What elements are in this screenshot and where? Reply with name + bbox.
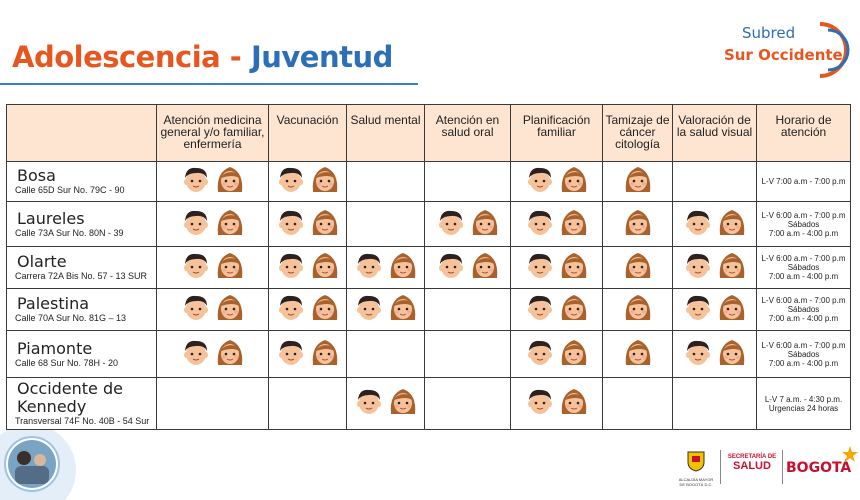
service-cell — [673, 289, 757, 331]
header-col-4: Atención en salud oral — [425, 105, 511, 162]
service-cell — [425, 202, 511, 247]
service-cell — [269, 162, 347, 202]
boy-face-icon — [683, 207, 713, 242]
service-cell — [269, 289, 347, 331]
service-cell — [603, 162, 673, 202]
hours-cell — [757, 247, 851, 289]
service-cell — [673, 202, 757, 247]
sede-address: Carrera 72A Bis No. 57 - 13 SUR — [15, 271, 148, 281]
decorative-photo-circle — [0, 430, 92, 500]
header-col-6: Tamizaje de cáncer citología — [603, 105, 673, 162]
boy-face-icon — [525, 207, 555, 242]
hours-cell — [757, 202, 851, 247]
header-col-1: Atención medicina general y/o familiar, enfermería — [157, 105, 269, 162]
service-cell — [603, 331, 673, 378]
sede-cell — [7, 289, 157, 331]
boy-face-icon — [436, 250, 466, 285]
service-cell — [603, 247, 673, 289]
service-cell — [347, 378, 425, 430]
girl-face-icon — [559, 164, 589, 199]
boy-face-icon — [354, 386, 384, 421]
hours-line: 7:00 a.m - 4:00 p.m — [768, 314, 839, 323]
hours-line: L-V 6:00 a.m - 7:00 p.m — [761, 254, 846, 263]
girl-face-icon — [310, 337, 340, 372]
sede-address: Calle 73A Sur No. 80N - 39 — [15, 227, 124, 238]
service-cell — [511, 247, 603, 289]
star-icon — [842, 446, 858, 462]
girl-face-icon — [470, 250, 500, 285]
service-cell — [269, 202, 347, 247]
service-cell — [425, 289, 511, 331]
service-cell — [347, 247, 425, 289]
shield-icon — [686, 450, 706, 472]
header-col-5: Planificación familiar — [511, 105, 603, 162]
service-cell — [157, 162, 269, 202]
girl-face-icon — [559, 337, 589, 372]
alcaldia-logo — [676, 450, 716, 487]
sede-cell — [7, 162, 157, 202]
hours-line: L-V 6:00 a.m - 7:00 p.m — [761, 340, 846, 350]
table-row — [7, 378, 851, 430]
boy-face-icon — [436, 207, 466, 242]
girl-face-icon — [559, 292, 589, 327]
table-row — [7, 331, 851, 378]
service-cell — [425, 378, 511, 430]
hours-line: Sábados — [787, 305, 820, 314]
title-part-2: Juventud — [250, 40, 393, 74]
secretaria-salud-logo — [724, 454, 780, 472]
sede-cell — [7, 247, 157, 289]
boy-face-icon — [276, 292, 306, 327]
girl-face-icon — [623, 292, 653, 327]
boy-face-icon — [181, 337, 211, 372]
table-row — [7, 247, 851, 289]
girl-face-icon — [310, 292, 340, 327]
alcaldia-text: ALCALDÍA MAYOR DE BOGOTÁ D.C. — [678, 477, 714, 487]
service-cell — [347, 162, 425, 202]
service-cell — [269, 378, 347, 430]
boy-face-icon — [181, 292, 211, 327]
service-cell — [603, 202, 673, 247]
girl-face-icon — [623, 207, 653, 242]
boy-face-icon — [683, 292, 713, 327]
service-cell — [425, 331, 511, 378]
boy-face-icon — [276, 250, 306, 285]
girl-face-icon — [388, 292, 418, 327]
girl-face-icon — [559, 207, 589, 242]
brand-line-1: Subred — [742, 24, 796, 42]
hours-line: 7:00 a.m - 4:00 p.m — [768, 358, 839, 368]
girl-face-icon — [717, 337, 747, 372]
boy-face-icon — [683, 337, 713, 372]
service-cell — [425, 162, 511, 202]
sede-address: Calle 65D Sur No. 79C - 90 — [15, 185, 125, 195]
brand-line-2: Sur Occidente — [724, 46, 843, 64]
girl-face-icon — [310, 250, 340, 285]
girl-face-icon — [215, 292, 245, 327]
service-cell — [269, 247, 347, 289]
sede-address: Calle 70A Sur No. 81G – 13 — [15, 313, 127, 323]
hours-line: Sábados — [787, 219, 820, 229]
title-part-1: Adolescencia - — [12, 40, 242, 74]
boy-face-icon — [525, 250, 555, 285]
hours-line: L-V 7 a.m. - 4:30 p.m. — [764, 394, 843, 404]
salud-line-2: SALUD — [733, 460, 771, 472]
footer-logos — [676, 446, 860, 492]
sede-address: Transversal 74F No. 40B - 54 Sur — [15, 416, 150, 426]
hours-cell — [757, 378, 851, 430]
service-cell — [157, 202, 269, 247]
boy-face-icon — [181, 164, 211, 199]
girl-face-icon — [310, 164, 340, 199]
service-cell — [673, 162, 757, 202]
page-title — [12, 40, 393, 74]
table-row — [7, 202, 851, 247]
boy-face-icon — [354, 250, 384, 285]
boy-face-icon — [525, 292, 555, 327]
service-cell — [511, 378, 603, 430]
boy-face-icon — [683, 250, 713, 285]
sede-cell — [7, 378, 157, 430]
hours-line: L-V 7:00 a.m - 7:00 p.m — [761, 177, 846, 186]
service-cell — [347, 202, 425, 247]
service-cell — [157, 289, 269, 331]
sede-name: Occidente de Kennedy — [17, 379, 123, 416]
service-cell — [673, 378, 757, 430]
boy-face-icon — [276, 207, 306, 242]
service-cell — [425, 247, 511, 289]
hours-cell — [757, 331, 851, 378]
girl-face-icon — [717, 292, 747, 327]
hours-line: Urgencias 24 horas — [768, 403, 839, 413]
title-underline — [0, 83, 418, 85]
service-cell — [347, 289, 425, 331]
services-table — [6, 104, 851, 430]
boy-face-icon — [525, 337, 555, 372]
service-cell — [673, 247, 757, 289]
sede-address: Calle 68 Sur No. 78H - 20 — [15, 357, 119, 368]
girl-face-icon — [388, 250, 418, 285]
subred-logo — [724, 18, 854, 78]
service-cell — [347, 331, 425, 378]
service-cell — [511, 202, 603, 247]
hours-cell — [757, 289, 851, 331]
hours-line: L-V 6:00 a.m - 7:00 p.m — [761, 296, 846, 305]
sede-name: Palestina — [17, 294, 90, 313]
girl-face-icon — [310, 207, 340, 242]
header-col-7: Valoración de la salud visual — [673, 105, 757, 162]
girl-face-icon — [388, 386, 418, 421]
sede-name: Bosa — [17, 166, 56, 185]
girl-face-icon — [215, 164, 245, 199]
girl-face-icon — [215, 207, 245, 242]
hours-line: Sábados — [787, 349, 820, 359]
girl-face-icon — [623, 250, 653, 285]
table-row — [7, 289, 851, 331]
hours-cell — [757, 162, 851, 202]
service-cell — [511, 162, 603, 202]
sede-name: Olarte — [17, 252, 67, 271]
girl-face-icon — [623, 337, 653, 372]
girl-face-icon — [215, 337, 245, 372]
boy-face-icon — [181, 250, 211, 285]
service-cell — [157, 247, 269, 289]
sede-name: Piamonte — [17, 338, 93, 358]
header-col-3: Salud mental — [347, 105, 425, 162]
boy-face-icon — [525, 386, 555, 421]
boy-face-icon — [276, 164, 306, 199]
girl-face-icon — [623, 164, 653, 199]
sede-name: Laureles — [17, 208, 85, 228]
girl-face-icon — [559, 250, 589, 285]
service-cell — [511, 331, 603, 378]
service-cell — [157, 378, 269, 430]
hours-line: 7:00 a.m - 4:00 p.m — [768, 228, 839, 238]
salud-line-1: SECRETARÍA DE — [727, 454, 777, 460]
service-cell — [603, 378, 673, 430]
brand-arc-icon — [814, 20, 854, 80]
header-col-2: Vacunación — [269, 105, 347, 162]
header-sede — [7, 105, 157, 162]
boy-face-icon — [354, 292, 384, 327]
girl-face-icon — [717, 250, 747, 285]
service-cell — [603, 289, 673, 331]
header-col-8: Horario de atención — [757, 105, 851, 162]
hours-line: L-V 6:00 a.m - 7:00 p.m — [761, 210, 846, 220]
sede-cell — [7, 202, 157, 247]
hours-line: 7:00 a.m - 4:00 p.m — [768, 272, 839, 281]
service-cell — [269, 331, 347, 378]
boy-face-icon — [181, 207, 211, 242]
service-cell — [157, 331, 269, 378]
girl-face-icon — [717, 207, 747, 242]
girl-face-icon — [215, 250, 245, 285]
boy-face-icon — [525, 164, 555, 199]
bogota-logo: BOGOTÁ — [786, 460, 852, 476]
sede-cell — [7, 331, 157, 378]
girl-face-icon — [559, 386, 589, 421]
hours-line: Sábados — [787, 263, 820, 272]
girl-face-icon — [470, 207, 500, 242]
service-cell — [511, 289, 603, 331]
service-cell — [673, 331, 757, 378]
table-row — [7, 162, 851, 202]
boy-face-icon — [276, 337, 306, 372]
